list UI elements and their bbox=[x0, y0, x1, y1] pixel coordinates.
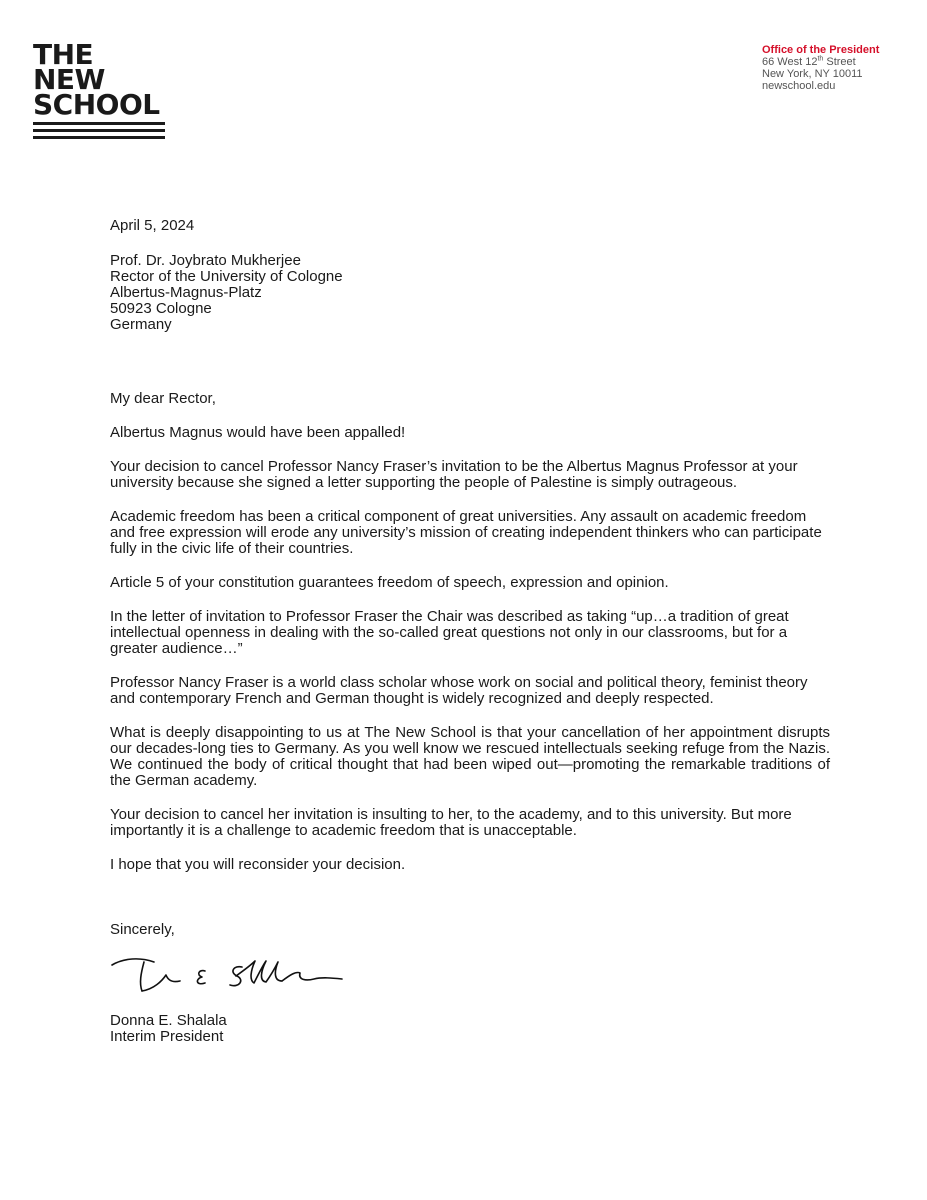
salutation: My dear Rector, bbox=[110, 390, 216, 407]
office-title: Office of the President bbox=[762, 44, 880, 56]
recipient-street: Albertus-Magnus-Platz bbox=[110, 284, 262, 301]
street-address: 66 West 12th Street bbox=[762, 55, 856, 68]
logo-rule bbox=[33, 129, 165, 132]
signer-title: Interim President bbox=[110, 1028, 224, 1045]
new-school-logo bbox=[33, 38, 173, 139]
signature-image bbox=[110, 953, 350, 1003]
letterhead-address bbox=[762, 44, 879, 92]
paragraph: Albertus Magnus would have been appalled! bbox=[110, 424, 406, 441]
logo-line-school: SCHOOL bbox=[33, 88, 160, 121]
recipient-country: Germany bbox=[110, 316, 172, 333]
paragraph: Article 5 of your constitution guarantees freedom of speech, expression and opinion. bbox=[110, 574, 669, 591]
paragraph: I hope that you will reconsider your decision. bbox=[110, 856, 406, 873]
signer-block bbox=[110, 1013, 830, 1045]
logo-rule bbox=[33, 136, 165, 139]
paragraph: In the letter of invitation to Professor Fraser the Chair was described as taking “up…a tradition of great intellectual openness in dealing with the so-called great questions not only in our classrooms, but for a greater audience…” bbox=[110, 608, 789, 657]
city-address: New York, NY 10011 bbox=[762, 68, 863, 80]
signer-name: Donna E. Shalala bbox=[110, 1012, 227, 1029]
logo-line-the: THE bbox=[33, 38, 94, 71]
recipient-city: 50923 Cologne bbox=[110, 300, 212, 317]
website: newschool.edu bbox=[762, 80, 836, 92]
closing: Sincerely, bbox=[110, 921, 175, 938]
paragraph: Your decision to cancel Professor Nancy Fraser’s invitation to be the Albertus Magnus Professor at your university because she signed a letter supporting the people of Palestine is simply outrageous. bbox=[110, 458, 798, 491]
logo-rule bbox=[33, 122, 165, 125]
letter-date: April 5, 2024 bbox=[110, 217, 195, 234]
paragraph: Professor Nancy Fraser is a world class scholar whose work on social and political theory, feminist theory and contemporary French and German thought is widely recognized and deeply respected. bbox=[110, 674, 808, 707]
paragraph: What is deeply disappointing to us at The New School is that your cancellation of her appointment disrupts our decades-long ties to Germany. As you well know we rescued intellectuals seeking refuge from the Nazis. We continued the body of critical thought that had been wiped out—promoting the remarkable traditions of the German academy. bbox=[110, 724, 830, 789]
recipient-name: Prof. Dr. Joybrato Mukherjee bbox=[110, 252, 301, 269]
recipient-title: Rector of the University of Cologne bbox=[110, 268, 343, 285]
recipient-address bbox=[110, 253, 830, 333]
paragraph: Academic freedom has been a critical component of great universities. Any assault on academic freedom and free expression will erode any university’s mission of creating independent thinkers who can participate fully in the civic life of their countries. bbox=[110, 508, 822, 557]
letter-body bbox=[110, 218, 830, 1045]
paragraph: Your decision to cancel her invitation is insulting to her, to the academy, and to this university. But more importantly it is a challenge to academic freedom that is unacceptable. bbox=[110, 806, 792, 839]
logo-line-new: NEW bbox=[33, 63, 105, 96]
